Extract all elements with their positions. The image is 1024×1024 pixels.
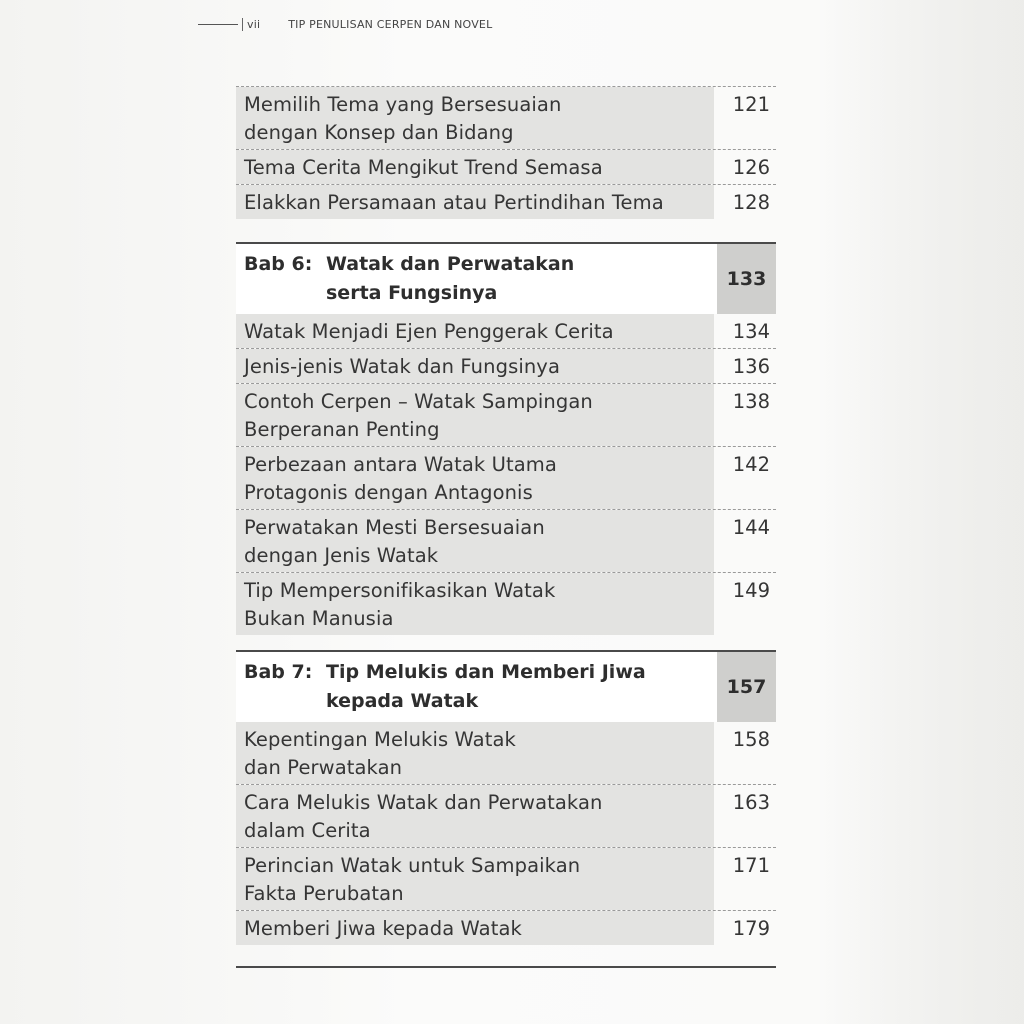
chapter-title: Tip Melukis dan Memberi Jiwa kepada Watak <box>326 661 646 712</box>
chapter-title-block <box>236 244 717 314</box>
entry-title: Tema Cerita Mengikut Trend Semasa <box>236 150 714 184</box>
header-rule <box>198 24 238 25</box>
toc-entry[interactable] <box>236 87 776 150</box>
chapter-heading[interactable] <box>236 650 776 722</box>
chapter-title-block <box>236 652 717 722</box>
toc-entry[interactable] <box>236 722 776 785</box>
entry-title: Memilih Tema yang Bersesuaian dengan Konsep dan Bidang <box>236 87 714 149</box>
entry-page: 126 <box>732 156 770 179</box>
chapter-page: 157 <box>717 652 776 722</box>
entry-page: 121 <box>732 93 770 116</box>
entry-page: 171 <box>732 854 770 877</box>
chapter-label: Bab 7: <box>244 661 313 683</box>
entry-page: 149 <box>732 579 770 602</box>
entry-title: Cara Melukis Watak dan Perwatakan dalam Cerita <box>236 785 714 847</box>
toc-section-1 <box>236 86 776 219</box>
toc-entry[interactable] <box>236 314 776 349</box>
toc-entry[interactable] <box>236 185 776 219</box>
entry-title: Kepentingan Melukis Watak dan Perwatakan <box>236 722 714 784</box>
entry-title: Perincian Watak untuk Sampaikan Fakta Perubatan <box>236 848 714 910</box>
toc-entry[interactable] <box>236 785 776 848</box>
entry-title: Contoh Cerpen – Watak Sampingan Berperanan Penting <box>236 384 714 446</box>
entry-page: 128 <box>732 191 770 214</box>
entry-page: 163 <box>732 791 770 814</box>
book-title: TIP PENULISAN CERPEN DAN NOVEL <box>288 17 493 31</box>
entry-page: 136 <box>732 355 770 378</box>
entry-page: 179 <box>732 917 770 940</box>
toc-entry[interactable] <box>236 384 776 447</box>
toc-entry[interactable] <box>236 573 776 635</box>
running-header <box>198 14 492 34</box>
chapter-title: Watak dan Perwatakan serta Fungsinya <box>326 253 575 304</box>
chapter-page: 133 <box>717 244 776 314</box>
toc-section-bab-7 <box>236 650 776 945</box>
bottom-rule <box>236 966 776 968</box>
toc-entry[interactable] <box>236 150 776 185</box>
page-edge-shadow <box>824 0 1024 1024</box>
entry-page: 134 <box>732 320 770 343</box>
toc-entry[interactable] <box>236 911 776 945</box>
entry-title: Elakkan Persamaan atau Pertindihan Tema <box>236 185 714 219</box>
entry-title: Perwatakan Mesti Bersesuaian dengan Jenis Watak <box>236 510 714 572</box>
chapter-label: Bab 6: <box>244 253 313 275</box>
entry-page: 142 <box>732 453 770 476</box>
entry-page: 158 <box>732 728 770 751</box>
toc-entry[interactable] <box>236 447 776 510</box>
toc-entry[interactable] <box>236 349 776 384</box>
entry-title: Jenis-jenis Watak dan Fungsinya <box>236 349 714 383</box>
toc-entry[interactable] <box>236 510 776 573</box>
chapter-heading[interactable] <box>236 242 776 314</box>
entry-title: Perbezaan antara Watak Utama Protagonis dengan Antagonis <box>236 447 714 509</box>
entry-page: 144 <box>732 516 770 539</box>
entry-page: 138 <box>732 390 770 413</box>
entry-title: Watak Menjadi Ejen Penggerak Cerita <box>236 314 714 348</box>
toc-section-bab-6 <box>236 242 776 635</box>
page-number: vii <box>242 18 260 31</box>
entry-title: Memberi Jiwa kepada Watak <box>236 911 714 945</box>
toc-entry[interactable] <box>236 848 776 911</box>
entry-title: Tip Mempersonifikasikan Watak Bukan Manusia <box>236 573 714 635</box>
